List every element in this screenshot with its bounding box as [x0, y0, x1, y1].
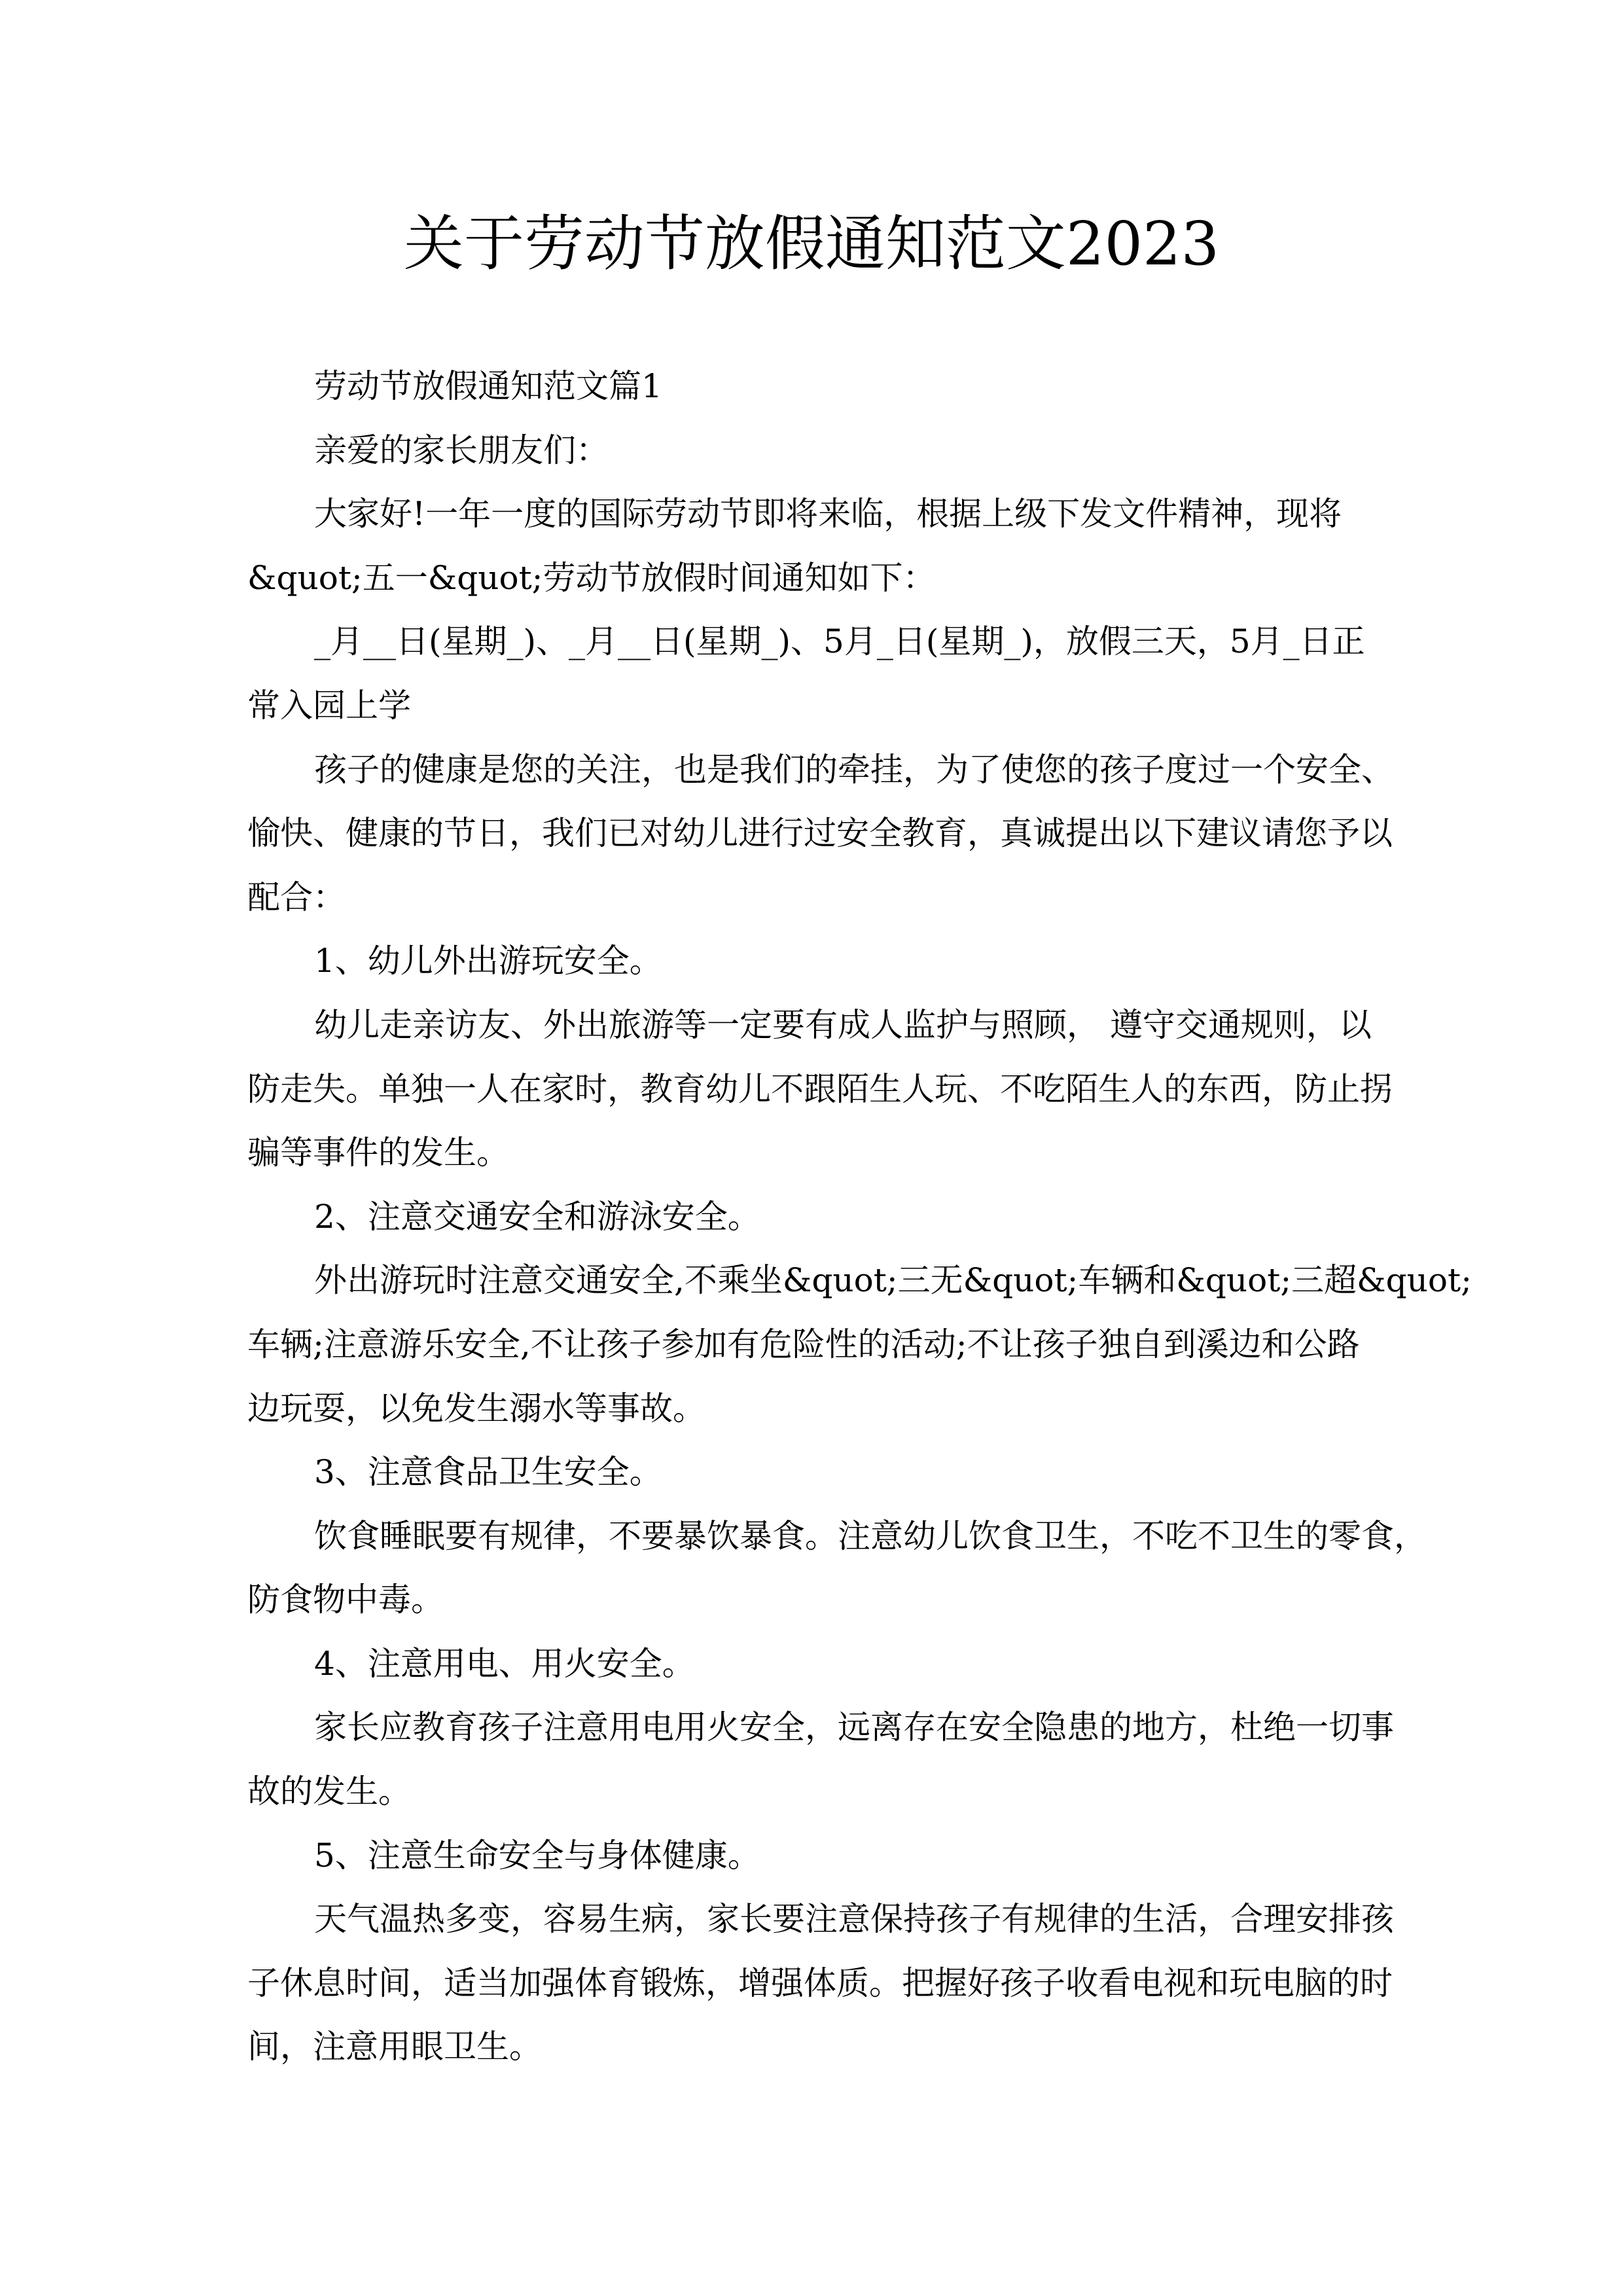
paragraph [247, 738, 1399, 930]
paragraph-line: &quot;五一&quot;劳动节放假时间通知如下： [247, 558, 936, 597]
paragraph-first-line: 2、注意交通安全和游泳安全。 [314, 1197, 760, 1236]
paragraph [247, 1696, 1399, 1823]
paragraph [247, 355, 1399, 419]
paragraph-first-line: 5、注意生命安全与身体健康。 [314, 1836, 760, 1874]
paragraph [247, 1824, 1399, 1888]
paragraph-line: 愉快、健康的节日，我们已对幼儿进行过安全教育，真诚提出以下建议请您予以 [247, 814, 1393, 853]
paragraph [247, 1632, 1399, 1696]
paragraph [247, 610, 1399, 738]
paragraph-first-line: 亲爱的家长朋友们： [314, 431, 609, 469]
paragraph-line: 边玩耍，以免发生溺水等事故。 [247, 1389, 705, 1427]
paragraph-first-line: 天气温热多变，容易生病，家长要注意保持孩子有规律的生活，合理安排孩 [314, 1900, 1394, 1939]
paragraph-first-line: 4、注意用电、用火安全。 [314, 1644, 695, 1683]
paragraph [247, 1249, 1472, 1441]
paragraph-first-line: 幼儿走亲访友、外出旅游等一定要有成人监护与照顾， 遵守交通规则，以 [314, 1005, 1372, 1044]
paragraph-first-line: 外出游玩时注意交通安全,不乘坐&quot;三无&quot;车辆和&quot;三超&quot; [314, 1261, 1472, 1300]
paragraph-first-line: 劳动节放假通知范文篇1 [314, 367, 662, 405]
paragraph [247, 1441, 1399, 1505]
paragraph-first-line: 1、幼儿外出游玩安全。 [314, 942, 662, 980]
paragraph-line: 间，注意用眼卫生。 [247, 2028, 542, 2066]
paragraph-first-line: _月__日(星期_)、_月__日(星期_)、5月_日(星期_)，放假三天，5月_日正 [314, 622, 1365, 661]
paragraph-first-line: 家长应教育孩子注意用电用火安全，远离存在安全隐患的地方，杜绝一切事 [314, 1708, 1394, 1747]
paragraph [247, 1505, 1427, 1632]
paragraph-line: 骗等事件的发生。 [247, 1134, 509, 1172]
paragraph-first-line: 孩子的健康是您的关注，也是我们的牵挂，为了使您的孩子度过一个安全、 [314, 750, 1394, 789]
paragraph [247, 419, 1399, 483]
paragraph-first-line: 3、注意食品卫生安全。 [314, 1453, 662, 1492]
paragraph [247, 1185, 1399, 1249]
paragraph-first-line: 大家好!一年一度的国际劳动节即将来临，根据上级下发文件精神，现将 [314, 495, 1342, 533]
paragraph-line: 配合： [247, 878, 346, 916]
document-title: 关于劳动节放假通知范文2023 [403, 209, 1220, 279]
paragraph [247, 929, 1399, 994]
paragraph [247, 482, 1399, 610]
paragraph-line: 防食物中毒。 [247, 1581, 444, 1619]
document-body [247, 355, 1472, 2079]
paragraph [247, 994, 1399, 1185]
paragraph-line: 子休息时间，适当加强体育锻炼，增强体质。把握好孩子收看电视和玩电脑的时 [247, 1964, 1393, 2002]
paragraph [247, 1888, 1399, 2079]
paragraph-line: 防走失。单独一人在家时，教育幼儿不跟陌生人玩、不吃陌生人的东西，防止拐 [247, 1069, 1393, 1108]
paragraph-line: 故的发生。 [247, 1772, 411, 1811]
paragraph-line: 常入园上学 [247, 686, 411, 725]
paragraph-line: 车辆;注意游乐安全,不让孩子参加有危险性的活动;不让孩子独自到溪边和公路 [247, 1325, 1360, 1363]
paragraph-first-line: 饮食睡眠要有规律，不要暴饮暴食。注意幼儿饮食卫生，不吃不卫生的零食， [314, 1516, 1427, 1555]
